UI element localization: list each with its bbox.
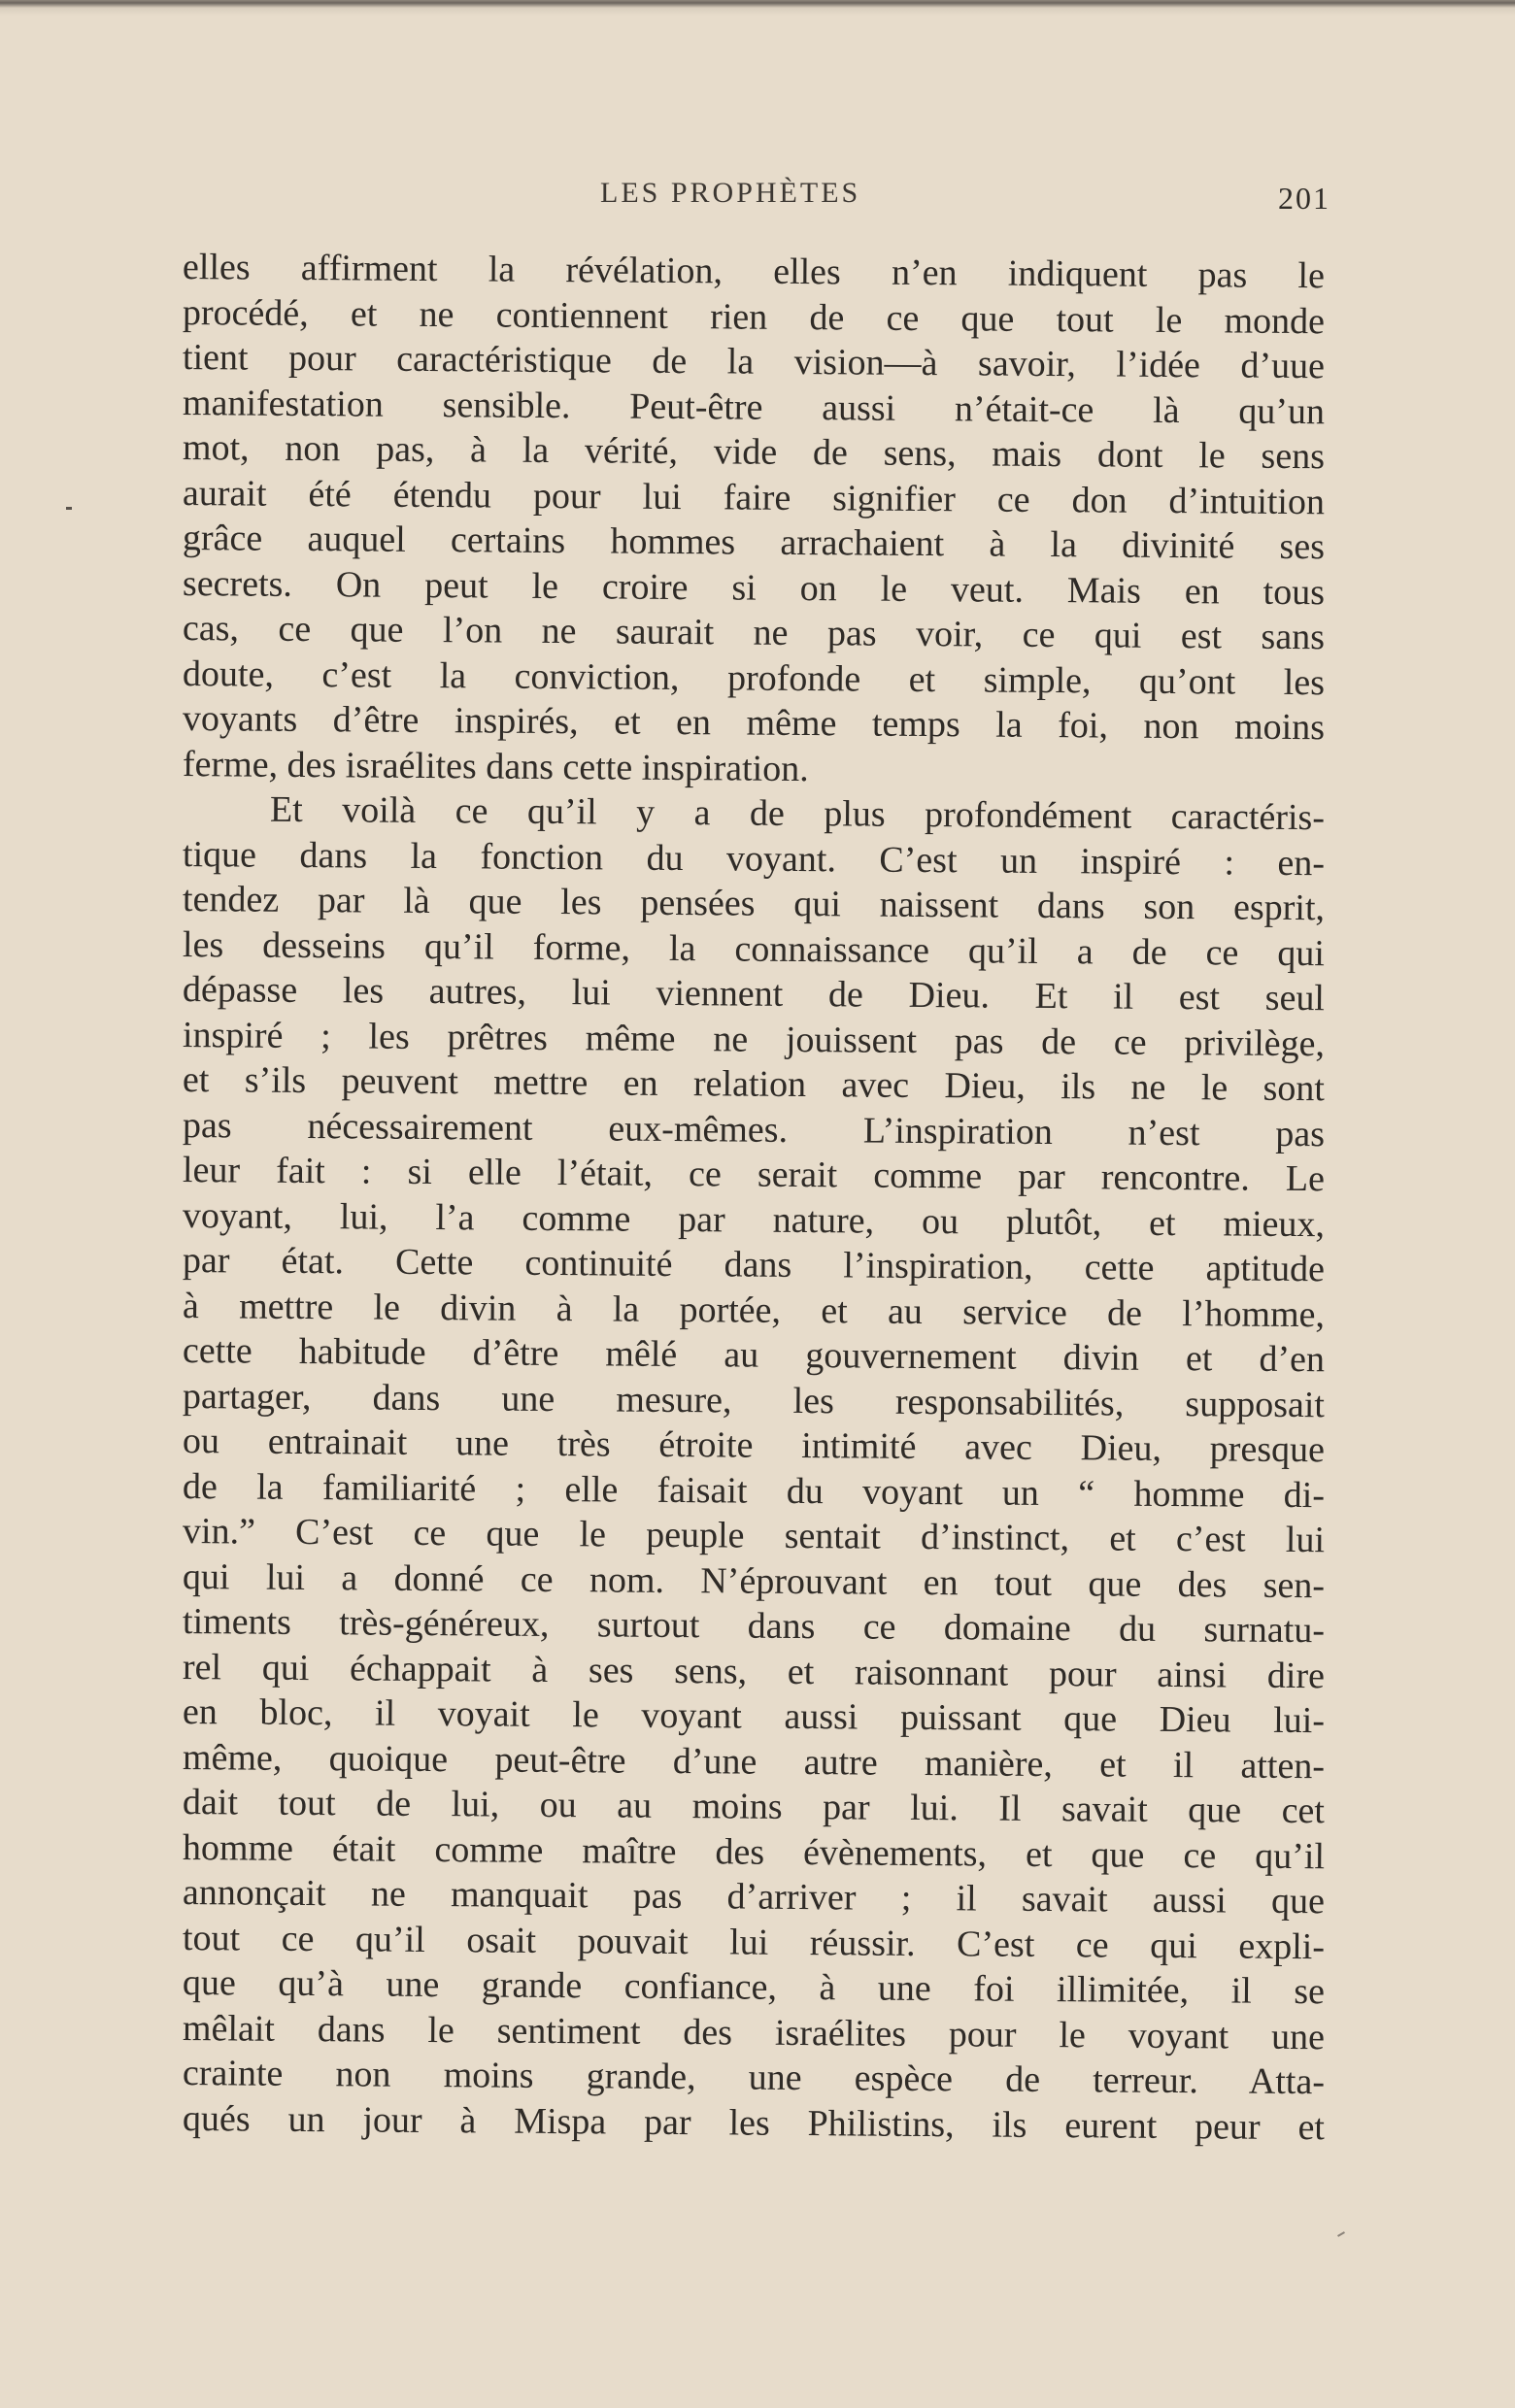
text-line: elles affirment la révélation, elles n’en indiquent pas le [182, 247, 1326, 297]
text-line: en bloc, il voyait le voyant aussi puissant que Dieu lui- [182, 1691, 1326, 1742]
text-line: crainte non moins grande, une espèce de terreur. Atta- [182, 2053, 1326, 2103]
text-line: les desseins qu’il forme, la connaissance qu’il a de ce qui [182, 923, 1326, 974]
text-line: et s’ils peuvent mettre en relation avec Dieu, ils ne le sont [182, 1059, 1326, 1110]
text-line: tique dans la fonction du voyant. C’est un inspiré : en- [182, 833, 1326, 884]
text-line: procédé, et ne contiennent rien de ce que tout le monde [182, 291, 1326, 342]
text-line: vin.” C’est ce que le peuple sentait d’instinct, et c’est lui [182, 1511, 1326, 1561]
margin-mark [1337, 2231, 1345, 2237]
text-line: à mettre le divin à la portée, et au service de l’homme, [182, 1285, 1326, 1335]
text-line: homme était comme maître des évènements, et que ce qu’il [182, 1826, 1326, 1877]
text-line: Et voilà ce qu’il y a de plus profondément caractéris- [269, 788, 1326, 839]
text-line: tient pour caractéristique de la vision—à savoir, l’idée d’uue [182, 337, 1326, 387]
margin-mark [66, 507, 72, 510]
text-line: par état. Cette continuité dans l’inspiration, cette aptitude [182, 1240, 1326, 1290]
text-line: partager, dans une mesure, les responsabilités, supposait [182, 1375, 1326, 1425]
text-line: leur fait : si elle l’était, ce serait comme par rencontre. Le [182, 1150, 1326, 1200]
text-line: mêlait dans le sentiment des israélites pour le voyant une [182, 2007, 1326, 2057]
text-line: qui lui a donné ce nom. N’éprouvant en tout que des sen- [182, 1555, 1326, 1606]
text-line: ferme, des israélites dans cette inspiration. [182, 743, 809, 789]
text-line: inspiré ; les prêtres même ne jouissent pas de ce privilège, [182, 1014, 1326, 1064]
text-line: ou entrainait une très étroite intimité avec Dieu, presque [182, 1421, 1326, 1471]
running-head [185, 177, 1330, 216]
text-line: voyants d’être inspirés, et en même temps la foi, non moins [182, 698, 1326, 749]
text-line: dait tout de lui, ou au moins par lui. Il savait que cet [182, 1782, 1326, 1832]
text-line: grâce auquel certains hommes arrachaient à la divinité ses [182, 518, 1326, 568]
text-line: tout ce qu’il osait pouvait lui réussir. C’est ce qui expli- [182, 1917, 1326, 1967]
text-line: cas, ce que l’on ne saurait ne pas voir, ce qui est sans [182, 608, 1326, 658]
text-line: doute, c’est la conviction, profonde et simple, qu’ont les [182, 652, 1326, 703]
page-number: 201 [1278, 181, 1330, 216]
text-line: voyant, lui, l’a comme par nature, ou plutôt, et mieux, [182, 1194, 1326, 1245]
text-line: dépasse les autres, lui viennent de Dieu. Et il est seul [182, 969, 1326, 1020]
text-line: que qu’à une grande confiance, à une foi illimitée, il se [182, 1962, 1326, 2013]
body-text [182, 245, 1326, 2148]
text-line: de la familiarité ; elle faisait du voyant un “ homme di- [182, 1465, 1326, 1516]
text-line: rel qui échappait à ses sens, et raisonnant pour ainsi dire [182, 1646, 1326, 1696]
text-line: pas nécessairement eux-mêmes. L’inspiration n’est pas [182, 1104, 1326, 1154]
text-line: cette habitude d’être mêlé au gouvernement divin et d’en [182, 1330, 1326, 1381]
running-title: LES PROPHÈTES [600, 177, 861, 209]
text-line: manifestation sensible. Peut-être aussi n’était-ce là qu’un [182, 382, 1326, 432]
text-line: tendez par là que les pensées qui naissent dans son esprit, [182, 879, 1326, 929]
text-line: aurait été étendu pour lui faire signifier ce don d’intuition [182, 472, 1326, 522]
text-line: timents très-généreux, surtout dans ce domaine du surnatu- [182, 1601, 1326, 1652]
text-line: secrets. On peut le croire si on le veut. Mais en tous [182, 562, 1326, 613]
text-line: qués un jour à Mispa par les Philistins, ils eurent peur et [182, 2097, 1326, 2148]
text-line: mot, non pas, à la vérité, vide de sens, mais dont le sens [182, 427, 1326, 478]
text-line: annonçait ne manquait pas d’arriver ; il savait aussi que [182, 1872, 1326, 1923]
text-line: même, quoique peut-être d’une autre manière, et il atten- [182, 1736, 1326, 1787]
